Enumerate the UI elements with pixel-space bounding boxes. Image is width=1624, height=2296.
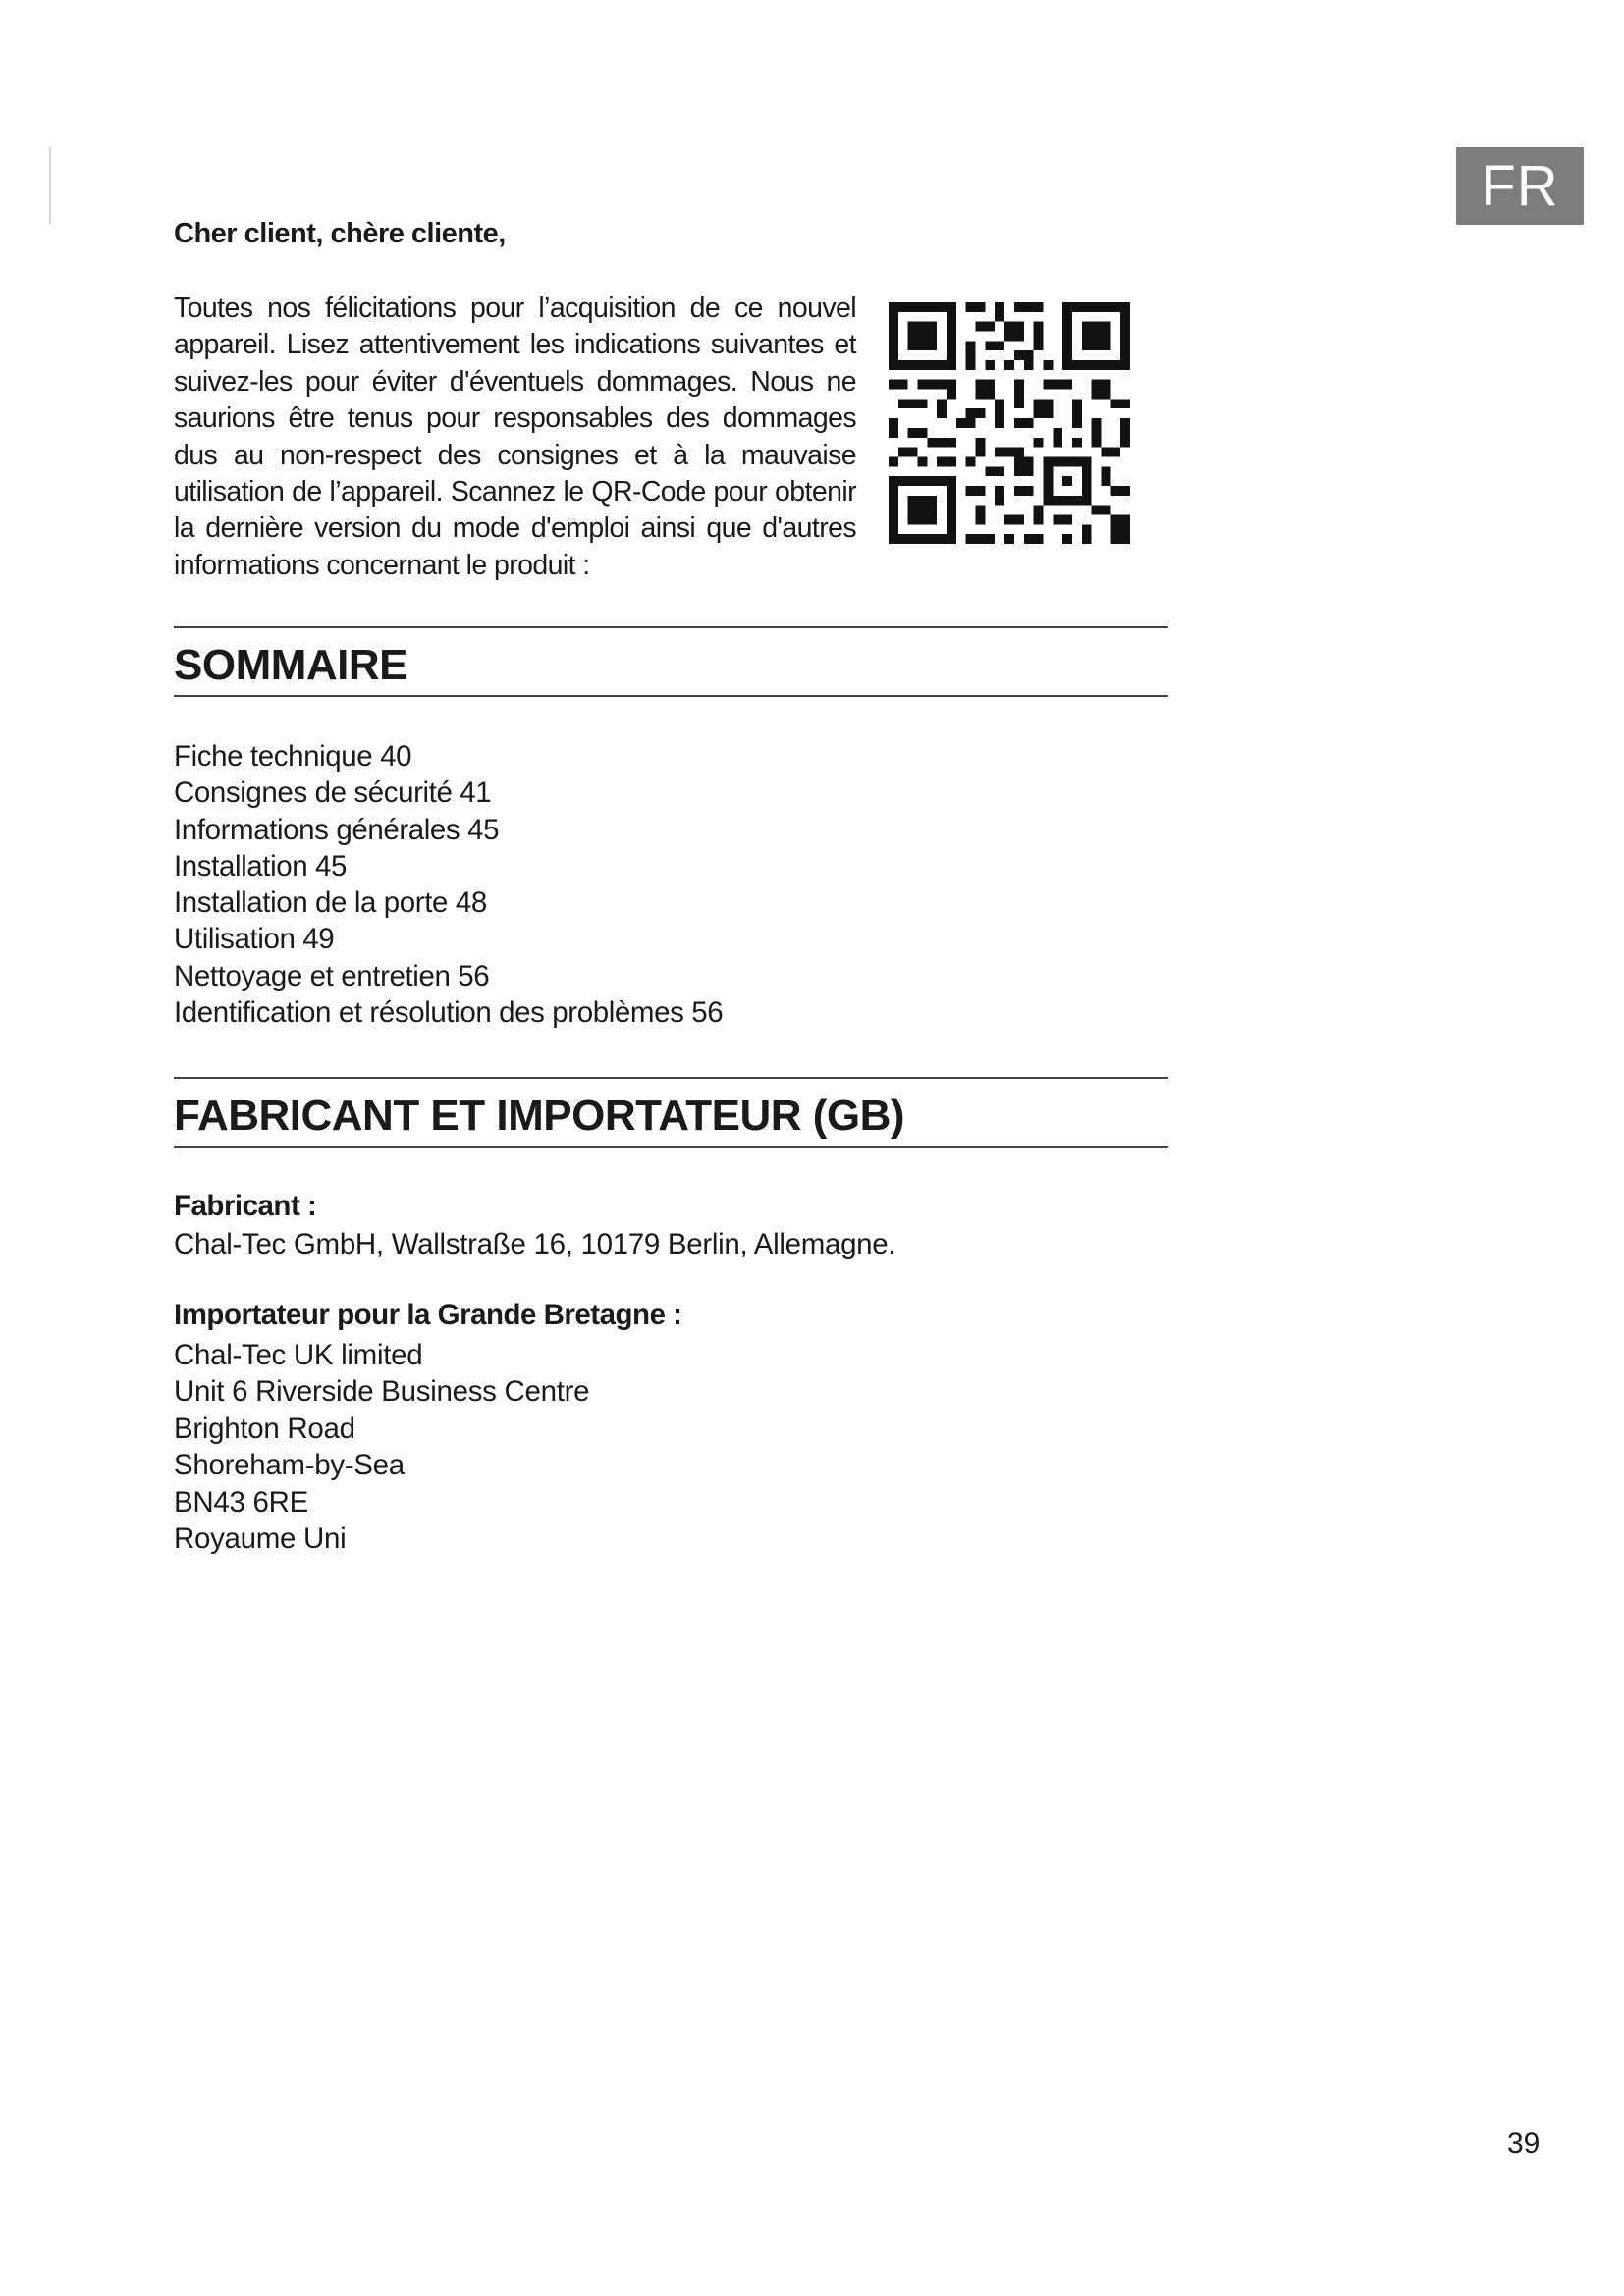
section-title-fabricant: FABRICANT ET IMPORTATEUR (GB) xyxy=(174,1092,905,1140)
section-title-sommaire: SOMMAIRE xyxy=(174,641,407,689)
divider-rule xyxy=(174,1077,1168,1079)
margin-line xyxy=(49,147,51,224)
greeting: Cher client, chère cliente, xyxy=(174,218,506,249)
address-line: BN43 6RE xyxy=(174,1485,308,1519)
address-line: Unit 6 Riverside Business Centre xyxy=(174,1375,590,1409)
intro-paragraph: Toutes nos félicitations pour l’acquisition de ce nouvel appareil. Lisez attentivement les indications suivantes et suivez-les pour éviter d'éventuels dommages. Nous ne saurions être tenus pour responsables des dommages dus au non-respect des consignes et à la mauvaise utilisation de l’appareil. Scannez le QR-Code pour obtenir la dernière version du mode d'emploi ainsi que d'autres informations concernant le produit : xyxy=(174,293,856,581)
toc-item: Consignes de sécurité 41 xyxy=(174,776,492,810)
importer-address xyxy=(174,1337,589,1557)
page-number: 39 xyxy=(1507,2127,1541,2160)
manufacturer-label: Fabricant : xyxy=(174,1190,317,1222)
language-badge: FR xyxy=(1456,147,1584,225)
toc-item: Identification et résolution des problèmes 56 xyxy=(174,996,724,1030)
address-line: Royaume Uni xyxy=(174,1522,347,1556)
divider-rule xyxy=(174,626,1168,628)
address-line: Brighton Road xyxy=(174,1412,355,1445)
toc-item: Installation 45 xyxy=(174,849,348,882)
toc-item: Fiche technique 40 xyxy=(174,740,412,773)
address-line: Chal-Tec UK limited xyxy=(174,1339,423,1371)
divider-rule xyxy=(174,1146,1168,1148)
toc-item: Informations générales 45 xyxy=(174,813,500,846)
manufacturer-address: Chal-Tec GmbH, Wallstraße 16, 10179 Berlin, Allemagne. xyxy=(174,1228,896,1260)
divider-rule xyxy=(174,695,1168,697)
qr-code-icon[interactable] xyxy=(889,302,1130,544)
importer-label: Importateur pour la Grande Bretagne : xyxy=(174,1299,682,1331)
address-line: Shoreham-by-Sea xyxy=(174,1449,405,1482)
table-of-contents xyxy=(174,738,723,1031)
toc-item: Installation de la porte 48 xyxy=(174,886,487,920)
toc-item: Nettoyage et entretien 56 xyxy=(174,959,490,992)
toc-item: Utilisation 49 xyxy=(174,923,335,956)
